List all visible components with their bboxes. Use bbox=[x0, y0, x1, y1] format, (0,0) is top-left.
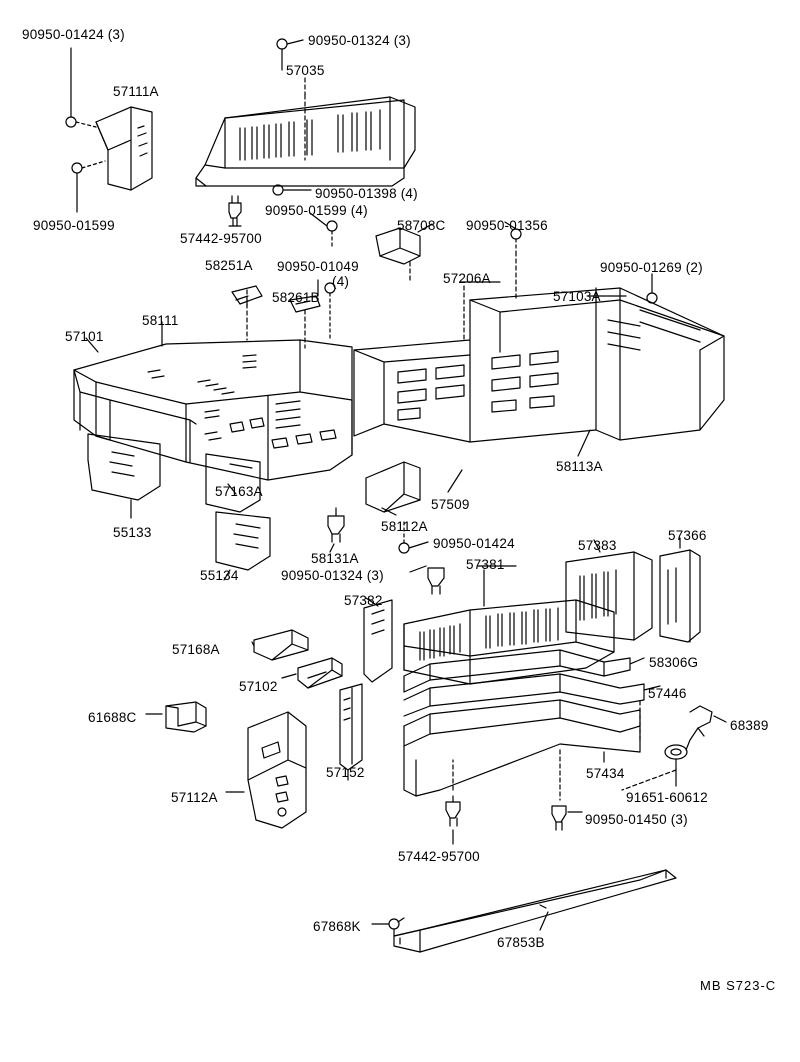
part-label: 55133 bbox=[113, 525, 152, 540]
sheet-code: MB S723-C bbox=[700, 978, 777, 993]
part-label: 57112A bbox=[171, 790, 218, 805]
part-label: 57035 bbox=[286, 63, 325, 78]
part-label: 57152 bbox=[326, 765, 365, 780]
part-label: 57509 bbox=[431, 497, 470, 512]
part-label: 67853B bbox=[497, 935, 545, 950]
part-label: 58261B bbox=[272, 290, 320, 305]
part-label: 58708C bbox=[397, 218, 446, 233]
part-label: 57381 bbox=[466, 557, 505, 572]
part-label: 58251A bbox=[205, 258, 253, 273]
part-label: 68389 bbox=[730, 718, 769, 733]
part-label: 90950-01599 (4) bbox=[265, 203, 368, 218]
part-label: 90950-01599 bbox=[33, 218, 115, 233]
part-label: 57101 bbox=[65, 329, 104, 344]
part-label: 57102 bbox=[239, 679, 278, 694]
part-label: 57206A bbox=[443, 271, 491, 286]
part-label: 91651-60612 bbox=[626, 790, 708, 805]
part-label: 90950-01424 bbox=[433, 536, 515, 551]
part-label: (4) bbox=[332, 274, 350, 289]
part-label: 57442-95700 bbox=[398, 849, 480, 864]
part-label: 57366 bbox=[668, 528, 707, 543]
part-label: 57111A bbox=[113, 84, 159, 99]
part-label: 58306G bbox=[649, 655, 699, 670]
part-label: 57383 bbox=[578, 538, 617, 553]
part-label: 58131A bbox=[311, 551, 359, 566]
part-label: 55134 bbox=[200, 568, 239, 583]
part-label: 57446 bbox=[648, 686, 687, 701]
part-label: 58113A bbox=[556, 459, 603, 474]
part-label: 90950-01269 (2) bbox=[600, 260, 703, 275]
part-label: 57168A bbox=[172, 642, 220, 657]
part-label: 90950-01324 (3) bbox=[308, 33, 411, 48]
part-label: 67868K bbox=[313, 919, 361, 934]
part-label: 57442-95700 bbox=[180, 231, 262, 246]
part-label: 57434 bbox=[586, 766, 625, 781]
part-label: 90950-01324 (3) bbox=[281, 568, 384, 583]
part-label: 58111 bbox=[142, 313, 179, 328]
part-label: 90950-01424 (3) bbox=[22, 27, 125, 42]
part-label: 90950-01049 bbox=[277, 259, 359, 274]
part-label: 90950-01356 bbox=[466, 218, 548, 233]
part-label: 57103A bbox=[553, 289, 601, 304]
part-label: 57382 bbox=[344, 593, 383, 608]
part-label: 90950-01398 (4) bbox=[315, 186, 418, 201]
part-label: 58112A bbox=[381, 519, 428, 534]
part-label: 90950-01450 (3) bbox=[585, 812, 688, 827]
part-label: 61688C bbox=[88, 710, 137, 725]
part-label: 57163A bbox=[215, 484, 263, 499]
